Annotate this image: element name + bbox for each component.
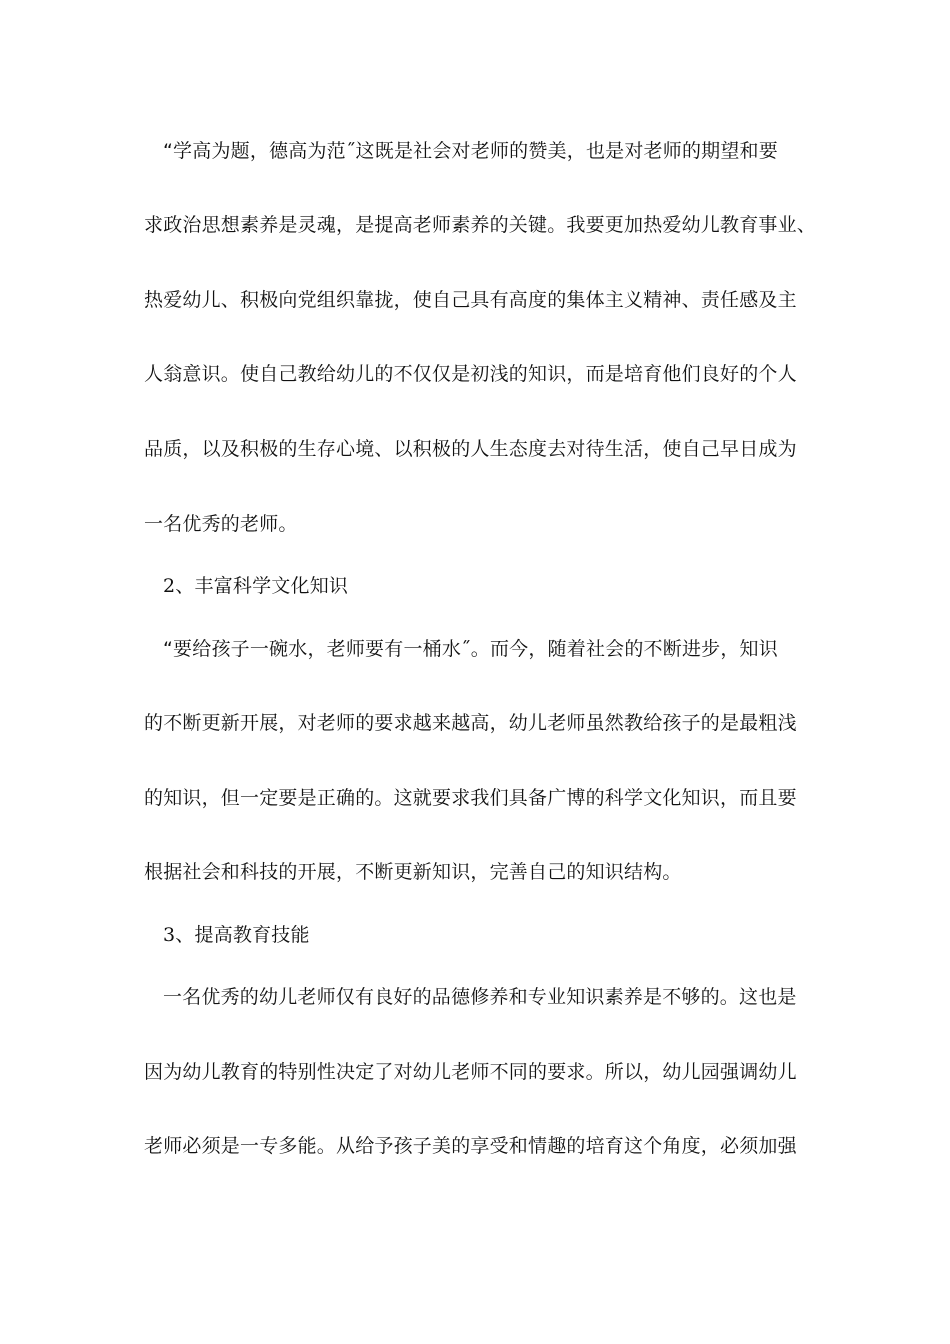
paragraph-1-line-4: 人翁意识。使自己教给幼儿的不仅仅是初浅的知识，而是培育他们良好的个人 bbox=[144, 363, 797, 385]
paragraph-2-line-3: 的知识，但一定要是正确的。这就要求我们具备广博的科学文化知识，而且要 bbox=[144, 787, 797, 809]
paragraph-1-line-5: 品质，以及积极的生存心境、以积极的人生态度去对待生活，使自己早日成为 bbox=[144, 438, 797, 460]
paragraph-1-line-1: “学高为题，德高为范˝这既是社会对老师的赞美，也是对老师的期望和要 bbox=[163, 140, 778, 162]
paragraph-3-line-1: 一名优秀的幼儿老师仅有良好的品德修养和专业知识素养是不够的。这也是 bbox=[163, 986, 797, 1008]
paragraph-2-line-1: “要给孩子一碗水，老师要有一桶水˝。而今，随着社会的不断进步，知识 bbox=[163, 638, 778, 660]
paragraph-2-line-4: 根据社会和科技的开展，不断更新知识，完善自己的知识结构。 bbox=[144, 861, 682, 883]
paragraph-1-line-3: 热爱幼儿、积极向党组织靠拢，使自己具有高度的集体主义精神、责任感及主 bbox=[144, 289, 797, 311]
paragraph-3-line-3: 老师必须是一专多能。从给予孩子美的享受和情趣的培育这个角度，必须加强 bbox=[144, 1135, 797, 1157]
paragraph-1-line-2: 求政治思想素养是灵魂，是提高老师素养的关键。我要更加热爱幼儿教育事业、 bbox=[144, 214, 817, 236]
paragraph-2-line-2: 的不断更新开展，对老师的要求越来越高，幼儿老师虽然教给孩子的是最粗浅 bbox=[144, 712, 797, 734]
section-heading-3: 3、提高教育技能 bbox=[163, 924, 310, 946]
paragraph-3-line-2: 因为幼儿教育的特别性决定了对幼儿老师不同的要求。所以，幼儿园强调幼儿 bbox=[144, 1061, 797, 1083]
paragraph-1-line-6: 一名优秀的老师。 bbox=[144, 513, 298, 535]
section-heading-2: 2、丰富科学文化知识 bbox=[163, 575, 349, 597]
